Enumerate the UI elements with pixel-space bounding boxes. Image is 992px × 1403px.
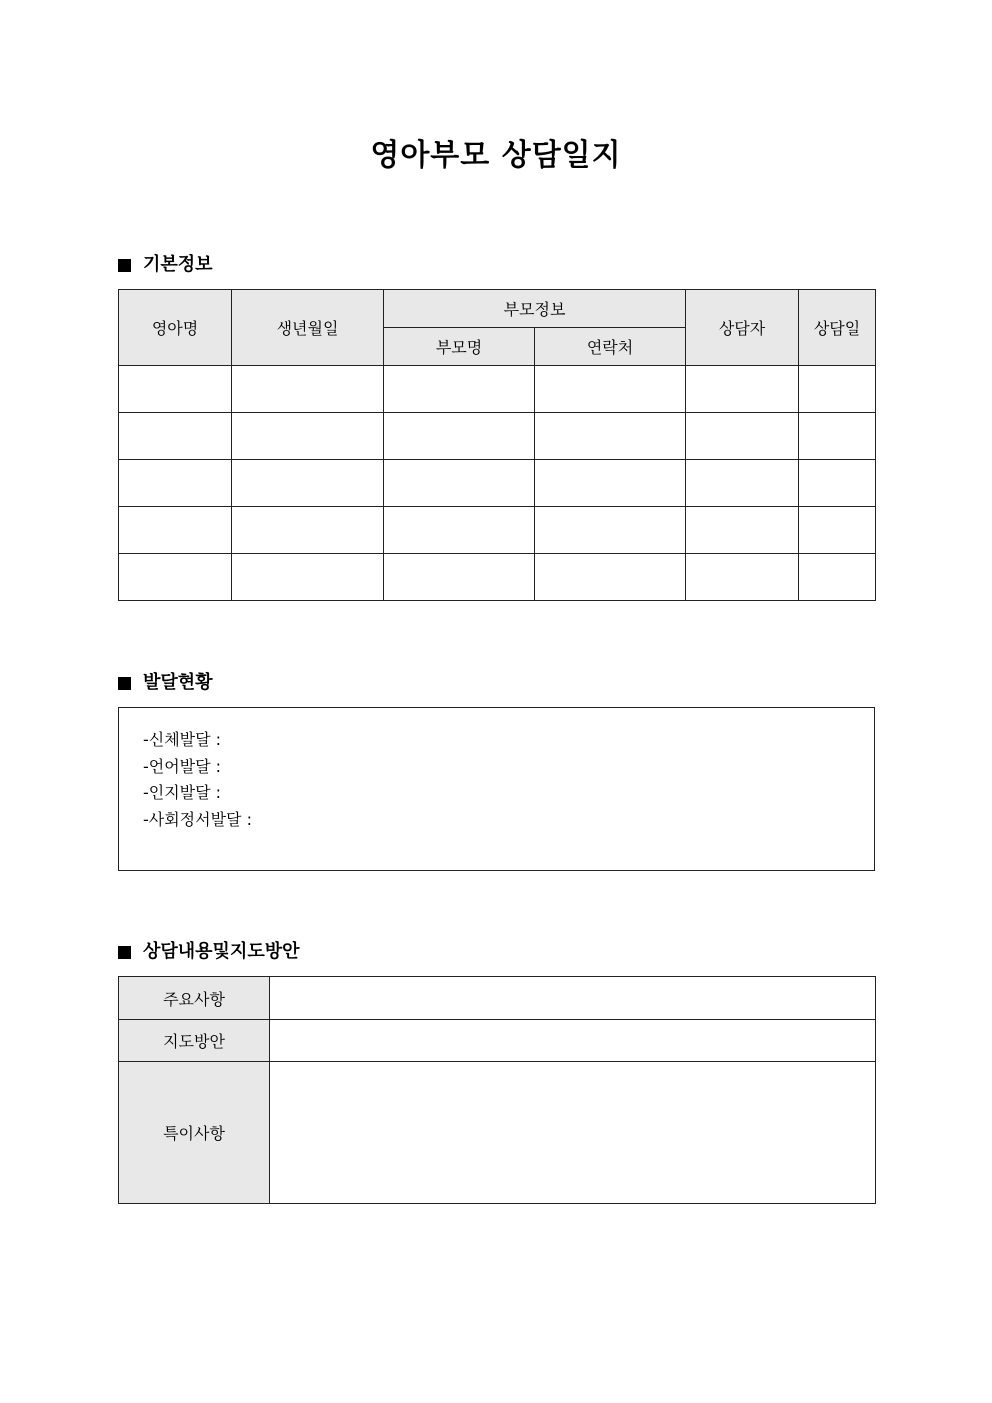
development-item-social-emotional: -사회정서발달 : [143, 809, 252, 829]
cell-counsel-date[interactable] [799, 460, 876, 507]
table-row [119, 366, 876, 413]
cell-counselor[interactable] [686, 507, 799, 554]
counseling-table [118, 976, 876, 1204]
section-heading-label: 기본정보 [143, 254, 213, 275]
development-item-physical: -신체발달 : [143, 730, 222, 749]
table-row [119, 413, 876, 460]
cell-contact[interactable] [535, 413, 686, 460]
cell-counsel-date[interactable] [799, 366, 876, 413]
cell-counsel-date[interactable] [799, 507, 876, 554]
cell-contact[interactable] [535, 460, 686, 507]
cell-birth-date[interactable] [232, 413, 384, 460]
development-item-cognitive: -인지발달 : [143, 783, 222, 802]
header-parent-name: 부모명 [384, 328, 535, 366]
cell-key-points[interactable] [270, 977, 876, 1020]
cell-birth-date[interactable] [232, 554, 384, 601]
cell-guidance-plan[interactable] [270, 1020, 876, 1062]
development-box[interactable] [118, 707, 875, 871]
cell-counselor[interactable] [686, 366, 799, 413]
header-parent-info: 부모정보 [384, 290, 686, 328]
cell-child-name[interactable] [119, 366, 232, 413]
header-birth-date: 생년월일 [232, 290, 384, 366]
cell-parent-name[interactable] [384, 460, 535, 507]
label-guidance-plan: 지도방안 [119, 1020, 270, 1062]
table-header-row [119, 290, 876, 328]
cell-special-notes[interactable] [270, 1062, 876, 1204]
cell-counsel-date[interactable] [799, 554, 876, 601]
basic-info-table [118, 289, 876, 601]
table-row [119, 977, 876, 1020]
header-child-name: 영아명 [119, 290, 232, 366]
section-heading-label: 상담내용및지도방안 [143, 941, 300, 962]
cell-child-name[interactable] [119, 413, 232, 460]
cell-birth-date[interactable] [232, 507, 384, 554]
cell-child-name[interactable] [119, 554, 232, 601]
label-key-points: 주요사항 [119, 977, 270, 1020]
square-bullet-icon [118, 677, 131, 690]
cell-contact[interactable] [535, 507, 686, 554]
development-item-language: -언어발달 : [143, 756, 222, 776]
cell-child-name[interactable] [119, 460, 232, 507]
header-contact: 연락처 [535, 328, 686, 366]
cell-counselor[interactable] [686, 554, 799, 601]
table-row [119, 1020, 876, 1062]
cell-counselor[interactable] [686, 460, 799, 507]
cell-parent-name[interactable] [384, 554, 535, 601]
cell-counsel-date[interactable] [799, 413, 876, 460]
label-special-notes: 특이사항 [119, 1062, 270, 1204]
table-row [119, 1062, 876, 1204]
cell-contact[interactable] [535, 366, 686, 413]
cell-birth-date[interactable] [232, 366, 384, 413]
table-row [119, 554, 876, 601]
table-row [119, 507, 876, 554]
section-heading-counseling [118, 940, 300, 964]
cell-parent-name[interactable] [384, 507, 535, 554]
section-heading-label: 발달현황 [143, 672, 213, 693]
cell-birth-date[interactable] [232, 460, 384, 507]
cell-counselor[interactable] [686, 413, 799, 460]
table-row [119, 460, 876, 507]
square-bullet-icon [118, 946, 131, 959]
square-bullet-icon [118, 259, 131, 272]
header-counsel-date: 상담일 [799, 290, 876, 366]
header-counselor: 상담자 [686, 290, 799, 366]
section-heading-basic-info [118, 253, 213, 277]
cell-parent-name[interactable] [384, 366, 535, 413]
cell-parent-name[interactable] [384, 413, 535, 460]
cell-contact[interactable] [535, 554, 686, 601]
section-heading-development [118, 671, 213, 695]
cell-child-name[interactable] [119, 507, 232, 554]
document-title: 영아부모 상담일지 [370, 138, 622, 173]
